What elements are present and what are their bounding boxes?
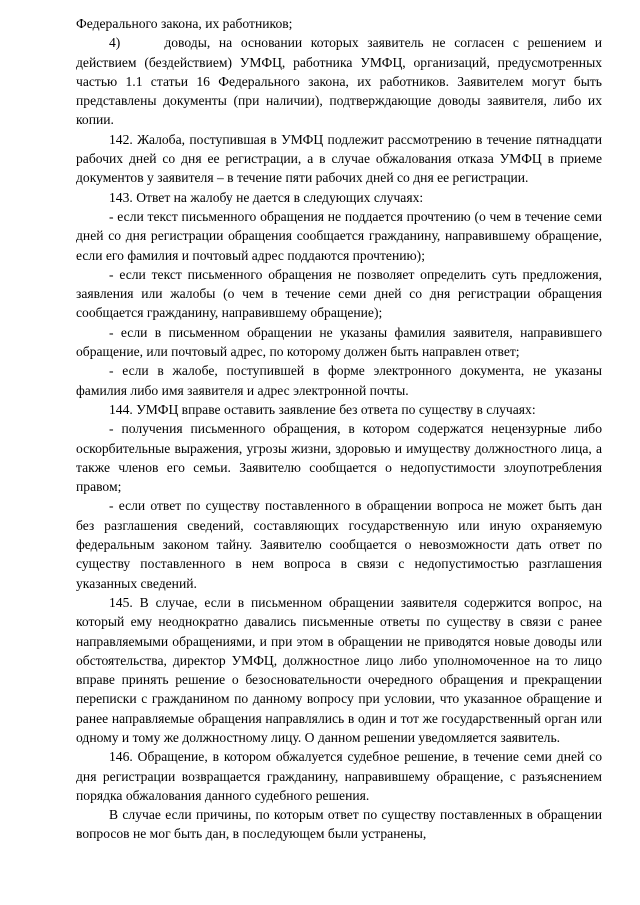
paragraph-143-case-3: - если в письменном обращении не указаны фамилия заявителя, направившего обращение, или почтовый адрес, по которому должен быть направлен ответ; — [76, 324, 602, 360]
paragraph-143: 143. Ответ на жалобу не дается в следующих случаях: — [109, 189, 424, 205]
paragraph-145: 145. В случае, если в письменном обращении заявителя содержится вопрос, на который ему неоднократно давались письменные ответы по существу в связи с ранее направляемыми обращениями, и при этом в обращении не приводятся новые доводы или обстоятельства, директор УМФЦ, должностное лицо либо уполномоченное на то лицо вправе принять решение о безосновательности очередного обращения и прекращении переписки с гражданином по данному вопросу при условии, что указанное обращение и ранее направляемые обращения направлялись в один и тот же государственный орган или одному и тому же должностному лицу. О данном решении уведомляется заявитель. — [76, 594, 602, 745]
document-page — [76, 14, 602, 844]
paragraph-143-case-2: - если текст письменного обращения не позволяет определить суть предложения, заявления или жалобы (о чем в течение семи дней со дня регистрации обращения сообщается гражданину, направившему обращение); — [76, 266, 602, 321]
paragraph-142: 142. Жалоба, поступившая в УМФЦ подлежит рассмотрению в течение пятнадцати рабочих дней со дня ее регистрации, а в случае обжалования отказа УМФЦ в приеме документов у заявителя – в течение пяти рабочих дней со дня ее регистрации. — [76, 131, 602, 186]
item-number: 4) — [109, 35, 121, 51]
paragraph-continuation: Федерального закона, их работников; — [76, 16, 293, 31]
paragraph-143-case-1: - если текст письменного обращения не поддается прочтению (о чем в течение семи дней со дня регистрации обращения сообщается гражданину, направившему обращение, если его фамилия и почтовый адрес поддаются прочтению); — [76, 208, 602, 263]
paragraph-143-case-4: - если в жалобе, поступившей в форме электронного документа, не указаны фамилия либо имя заявителя и адрес электронной почты. — [76, 363, 602, 398]
paragraph-144: 144. УМФЦ вправе оставить заявление без ответа по существу в случаях: — [109, 401, 536, 417]
paragraph-146: 146. Обращение, в котором обжалуется судебное решение, в течение семи дней со дня регистрации возвращается гражданину, направившему обращение, с разъяснением порядка обжалования данного судебного решения. — [76, 749, 602, 803]
paragraph-146-continuation: В случае если причины, по которым ответ по существу поставленных в обращении вопросов не мог быть дан, в последующем были устранены, — [76, 807, 602, 842]
paragraph-144-case-1: - получения письменного обращения, в котором содержатся нецензурные либо оскорбительные выражения, угрозы жизни, здоровью и имуществу должностного лица, а также членов его семьи. Заявителю сообщается о недопустимости злоупотребления правом; — [76, 421, 602, 495]
paragraph-144-case-2: - если ответ по существу поставленного в обращении вопроса не может быть дан без разглашения сведений, составляющих государственную или иную охраняемую федеральным законом тайну. Заявителю сообщается о невозможности дать ответ по существу поставленного в нем вопроса в связи с недопустимостью разглашения указанных сведений. — [76, 498, 602, 591]
item-text: доводы, на основании которых заявитель не согласен с решением и действием (бездействием) УМФЦ, работника УМФЦ, организаций, предусмотренных частью 1.1 статьи 16 Федерального закона, их работников. Заявителем могут быть представлены документы (при наличии), подтверждающие доводы заявителя, либо их копии. — [76, 35, 602, 128]
paragraph-item-4 — [76, 33, 602, 129]
